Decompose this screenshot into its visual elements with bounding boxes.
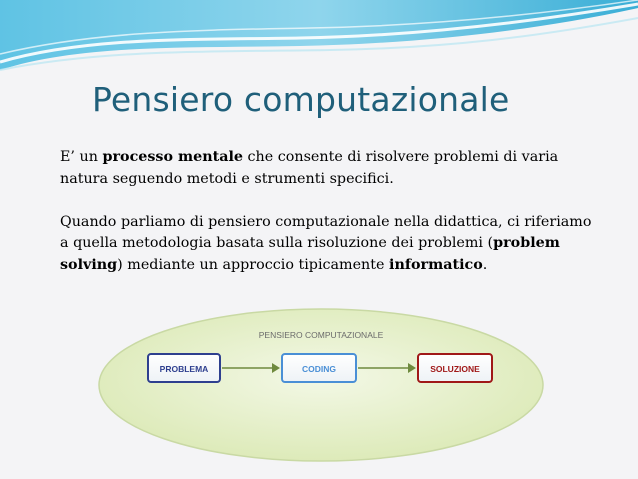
paragraph-text: che consente di risolvere problemi di varia natura seguendo metodi e strumenti specifici. <box>60 149 559 187</box>
slide-title: Pensiero computazionale <box>92 80 510 119</box>
paragraph-text: ) mediante un approccio tipicamente <box>117 256 390 273</box>
decorative-banner <box>0 0 638 80</box>
paragraph-text: E’ un <box>60 149 103 165</box>
paragraph-definition <box>60 147 600 190</box>
paragraph-text: . <box>482 256 488 273</box>
step-label-coding: CODING <box>302 364 336 374</box>
process-diagram <box>96 306 546 464</box>
bold-term: problem solving <box>60 235 560 273</box>
bold-term: processo mentale <box>102 149 243 165</box>
step-label-soluzione: SOLUZIONE <box>430 364 480 374</box>
paragraph-didactics <box>60 212 600 277</box>
slide-body <box>60 147 600 276</box>
bold-term: informatico <box>389 256 483 273</box>
step-label-problema: PROBLEMA <box>159 364 209 374</box>
diagram-label: PENSIERO COMPUTAZIONALE <box>258 330 384 340</box>
paragraph-text: Quando parliamo di pensiero computazionale nella didattica, ci riferiamo a quella metodologia basata sulla risoluzione dei problemi ( <box>60 213 592 251</box>
